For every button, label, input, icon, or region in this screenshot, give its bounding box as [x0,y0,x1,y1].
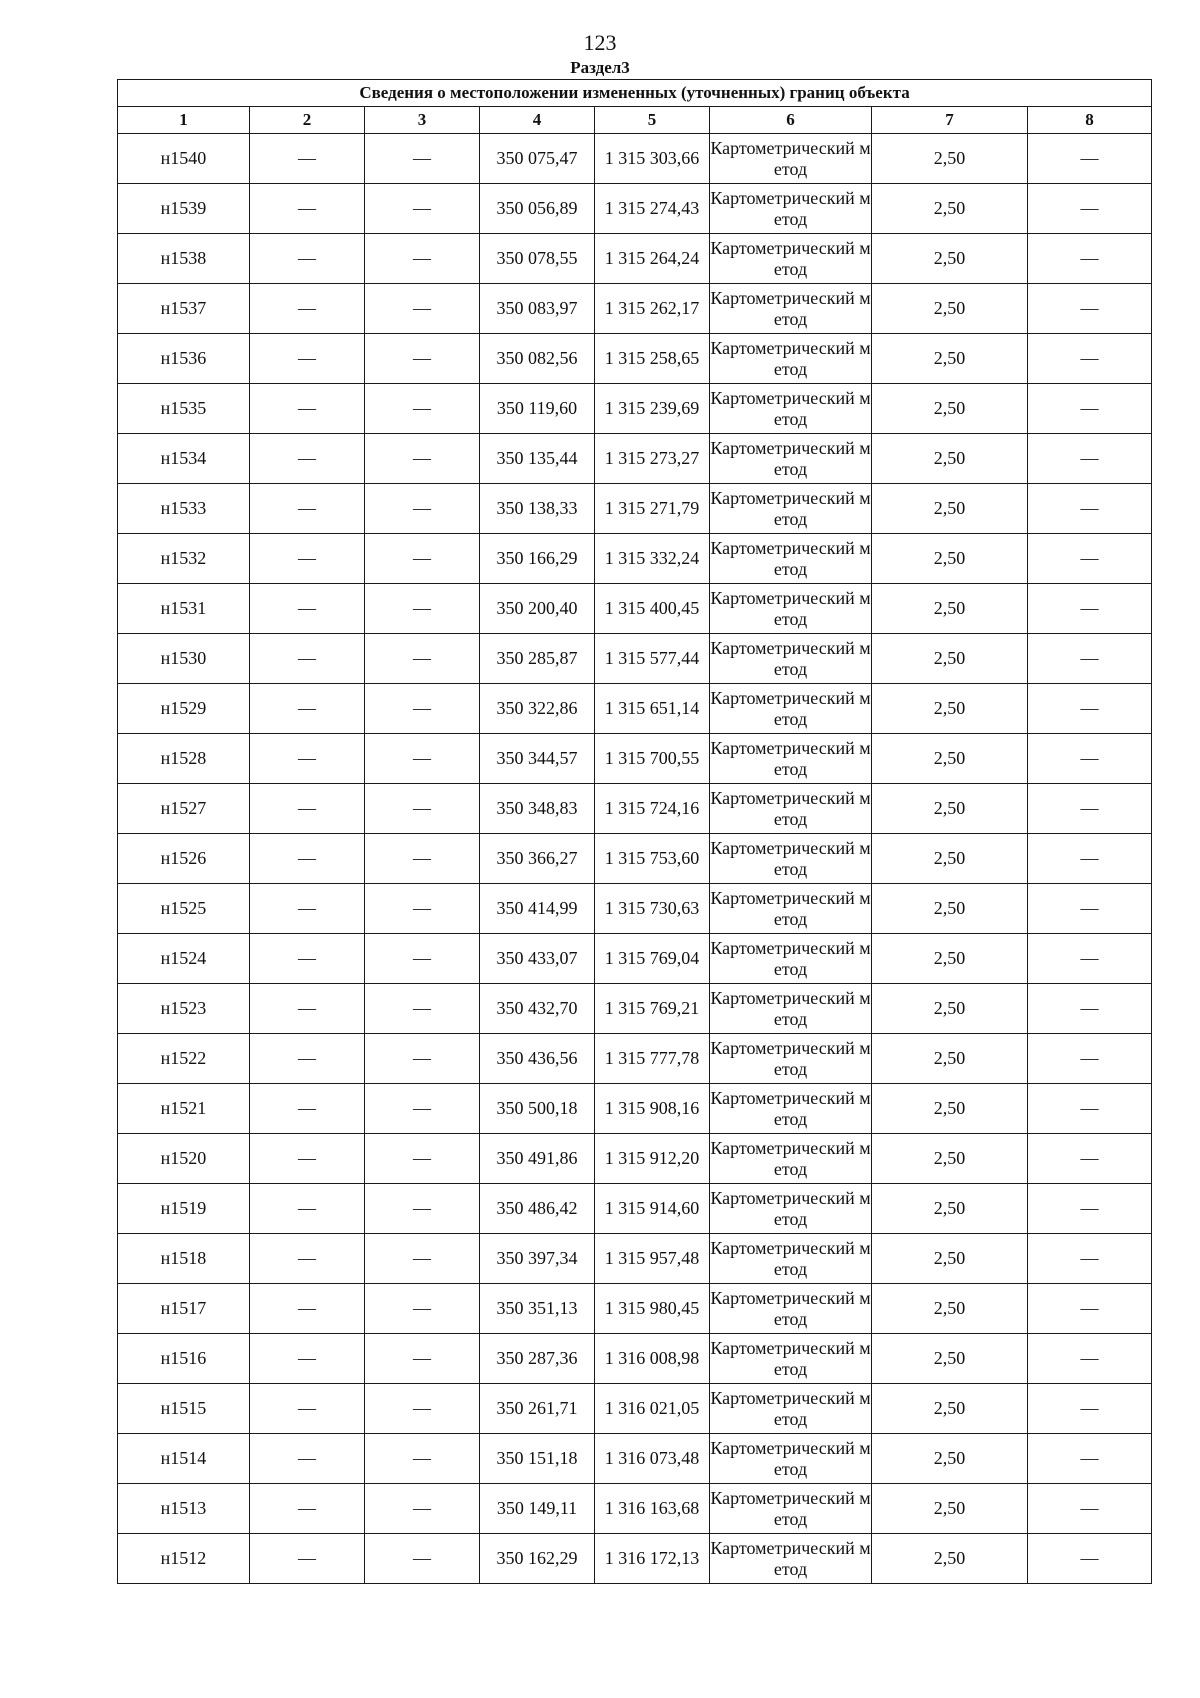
cell-method: Картометрический метод [710,834,872,884]
cell-method: Картометрический метод [710,1534,872,1584]
boundary-coordinates-table [117,79,1152,1584]
cell-old-y: — [365,684,480,734]
cell-old-y: — [365,1534,480,1584]
table-row [118,1034,1152,1084]
cell-description: — [1028,784,1152,834]
cell-precision: 2,50 [872,1384,1028,1434]
table-row [118,634,1152,684]
cell-description: — [1028,1484,1152,1534]
cell-precision: 2,50 [872,234,1028,284]
cell-new-y: 1 315 777,78 [595,1034,710,1084]
cell-old-x: — [250,584,365,634]
section-label: Раздел3 [570,58,630,77]
cell-old-x: — [250,834,365,884]
cell-old-x: — [250,534,365,584]
cell-method: Картометрический метод [710,1234,872,1284]
table-row [118,1284,1152,1334]
cell-new-x: 350 486,42 [480,1184,595,1234]
cell-new-y: 1 315 914,60 [595,1184,710,1234]
cell-precision: 2,50 [872,1234,1028,1284]
cell-old-x: — [250,1184,365,1234]
cell-method: Картометрический метод [710,784,872,834]
cell-old-y: — [365,934,480,984]
cell-new-x: 350 433,07 [480,934,595,984]
cell-precision: 2,50 [872,284,1028,334]
cell-new-x: 350 344,57 [480,734,595,784]
cell-new-y: 1 315 271,79 [595,484,710,534]
table-row [118,1334,1152,1384]
cell-point-id: н1516 [118,1334,250,1384]
cell-description: — [1028,1134,1152,1184]
cell-old-x: — [250,234,365,284]
cell-old-x: — [250,1384,365,1434]
cell-new-y: 1 315 980,45 [595,1284,710,1334]
cell-description: — [1028,434,1152,484]
cell-new-y: 1 315 730,63 [595,884,710,934]
cell-precision: 2,50 [872,1334,1028,1384]
cell-old-x: — [250,1284,365,1334]
cell-old-y: — [365,284,480,334]
cell-old-x: — [250,1484,365,1534]
cell-new-x: 350 348,83 [480,784,595,834]
cell-old-y: — [365,1184,480,1234]
cell-description: — [1028,1534,1152,1584]
cell-new-y: 1 316 008,98 [595,1334,710,1384]
table-row [118,384,1152,434]
table-row [118,1184,1152,1234]
cell-old-x: — [250,734,365,784]
column-header-2: 2 [250,107,365,134]
cell-precision: 2,50 [872,534,1028,584]
cell-new-x: 350 351,13 [480,1284,595,1334]
cell-new-x: 350 287,36 [480,1334,595,1384]
cell-precision: 2,50 [872,584,1028,634]
cell-precision: 2,50 [872,1084,1028,1134]
cell-old-x: — [250,634,365,684]
cell-point-id: н1540 [118,134,250,184]
cell-point-id: н1515 [118,1384,250,1434]
cell-point-id: н1529 [118,684,250,734]
cell-method: Картометрический метод [710,134,872,184]
cell-old-y: — [365,884,480,934]
cell-point-id: н1522 [118,1034,250,1084]
cell-precision: 2,50 [872,684,1028,734]
cell-method: Картометрический метод [710,1134,872,1184]
cell-old-x: — [250,434,365,484]
cell-method: Картометрический метод [710,334,872,384]
cell-method: Картометрический метод [710,234,872,284]
table-row [118,1234,1152,1284]
cell-point-id: н1518 [118,1234,250,1284]
cell-old-x: — [250,484,365,534]
cell-point-id: н1525 [118,884,250,934]
cell-precision: 2,50 [872,1434,1028,1484]
cell-old-y: — [365,184,480,234]
cell-old-y: — [365,584,480,634]
cell-description: — [1028,1434,1152,1484]
cell-method: Картометрический метод [710,1034,872,1084]
cell-new-y: 1 316 021,05 [595,1384,710,1434]
cell-point-id: н1532 [118,534,250,584]
cell-old-y: — [365,1434,480,1484]
cell-old-y: — [365,234,480,284]
table-row [118,784,1152,834]
cell-new-x: 350 135,44 [480,434,595,484]
table-row [118,1434,1152,1484]
cell-precision: 2,50 [872,484,1028,534]
cell-point-id: н1512 [118,1534,250,1584]
cell-new-y: 1 316 172,13 [595,1534,710,1584]
cell-point-id: н1517 [118,1284,250,1334]
cell-old-x: — [250,1234,365,1284]
cell-description: — [1028,184,1152,234]
cell-old-y: — [365,534,480,584]
table-row [118,334,1152,384]
cell-precision: 2,50 [872,1184,1028,1234]
cell-new-y: 1 315 239,69 [595,384,710,434]
cell-description: — [1028,384,1152,434]
cell-method: Картометрический метод [710,934,872,984]
cell-point-id: н1524 [118,934,250,984]
cell-new-y: 1 315 700,55 [595,734,710,784]
cell-old-y: — [365,1284,480,1334]
cell-point-id: н1523 [118,984,250,1034]
cell-new-x: 350 200,40 [480,584,595,634]
cell-new-y: 1 316 163,68 [595,1484,710,1534]
table-row [118,1534,1152,1584]
cell-old-x: — [250,1034,365,1084]
cell-method: Картометрический метод [710,384,872,434]
cell-method: Картометрический метод [710,684,872,734]
cell-description: — [1028,1384,1152,1434]
table-row [118,434,1152,484]
cell-description: — [1028,334,1152,384]
cell-new-x: 350 432,70 [480,984,595,1034]
cell-old-y: — [365,1034,480,1084]
cell-old-y: — [365,484,480,534]
cell-method: Картометрический метод [710,634,872,684]
cell-old-x: — [250,1084,365,1134]
cell-description: — [1028,1184,1152,1234]
table-row [118,984,1152,1034]
cell-description: — [1028,684,1152,734]
cell-old-x: — [250,984,365,1034]
column-header-1: 1 [118,107,250,134]
cell-point-id: н1513 [118,1484,250,1534]
cell-new-x: 350 149,11 [480,1484,595,1534]
cell-old-x: — [250,334,365,384]
cell-old-y: — [365,784,480,834]
cell-precision: 2,50 [872,334,1028,384]
table-row [118,134,1152,184]
cell-new-x: 350 078,55 [480,234,595,284]
cell-description: — [1028,1234,1152,1284]
cell-new-x: 350 056,89 [480,184,595,234]
cell-new-x: 350 083,97 [480,284,595,334]
table-row [118,1484,1152,1534]
cell-new-y: 1 316 073,48 [595,1434,710,1484]
cell-old-x: — [250,134,365,184]
cell-new-x: 350 119,60 [480,384,595,434]
cell-new-y: 1 315 303,66 [595,134,710,184]
cell-old-y: — [365,434,480,484]
cell-point-id: н1535 [118,384,250,434]
table-row [118,534,1152,584]
cell-new-x: 350 366,27 [480,834,595,884]
cell-method: Картометрический метод [710,184,872,234]
cell-precision: 2,50 [872,634,1028,684]
cell-method: Картометрический метод [710,1284,872,1334]
cell-old-y: — [365,384,480,434]
cell-new-x: 350 082,56 [480,334,595,384]
cell-old-y: — [365,1384,480,1434]
cell-old-y: — [365,334,480,384]
table-row [118,934,1152,984]
column-header-4: 4 [480,107,595,134]
cell-method: Картометрический метод [710,584,872,634]
cell-point-id: н1539 [118,184,250,234]
cell-old-y: — [365,1484,480,1534]
cell-precision: 2,50 [872,434,1028,484]
cell-old-x: — [250,184,365,234]
cell-point-id: н1521 [118,1084,250,1134]
cell-method: Картометрический метод [710,1384,872,1434]
table-row [118,734,1152,784]
cell-description: — [1028,134,1152,184]
cell-description: — [1028,934,1152,984]
table-row [118,684,1152,734]
cell-description: — [1028,884,1152,934]
cell-old-y: — [365,834,480,884]
cell-precision: 2,50 [872,1284,1028,1334]
cell-new-y: 1 315 274,43 [595,184,710,234]
cell-new-y: 1 315 332,24 [595,534,710,584]
table-row [118,484,1152,534]
cell-old-x: — [250,284,365,334]
cell-precision: 2,50 [872,1134,1028,1184]
cell-old-x: — [250,384,365,434]
cell-point-id: н1530 [118,634,250,684]
cell-new-x: 350 491,86 [480,1134,595,1184]
cell-new-y: 1 315 957,48 [595,1234,710,1284]
table-row [118,184,1152,234]
cell-description: — [1028,1084,1152,1134]
cell-method: Картометрический метод [710,984,872,1034]
cell-method: Картометрический метод [710,534,872,584]
cell-old-y: — [365,984,480,1034]
cell-point-id: н1536 [118,334,250,384]
cell-old-y: — [365,1234,480,1284]
column-header-5: 5 [595,107,710,134]
cell-old-x: — [250,1434,365,1484]
cell-new-x: 350 162,29 [480,1534,595,1584]
cell-method: Картометрический метод [710,884,872,934]
cell-description: — [1028,284,1152,334]
cell-precision: 2,50 [872,834,1028,884]
cell-new-y: 1 315 273,27 [595,434,710,484]
cell-precision: 2,50 [872,184,1028,234]
cell-precision: 2,50 [872,884,1028,934]
table-row [118,1384,1152,1434]
cell-description: — [1028,734,1152,784]
cell-new-x: 350 436,56 [480,1034,595,1084]
cell-new-y: 1 315 258,65 [595,334,710,384]
column-header-6: 6 [710,107,872,134]
table-row [118,234,1152,284]
cell-new-y: 1 315 912,20 [595,1134,710,1184]
cell-description: — [1028,234,1152,284]
cell-old-y: — [365,1334,480,1384]
cell-old-x: — [250,884,365,934]
cell-new-x: 350 138,33 [480,484,595,534]
cell-point-id: н1538 [118,234,250,284]
cell-point-id: н1519 [118,1184,250,1234]
cell-precision: 2,50 [872,734,1028,784]
cell-point-id: н1514 [118,1434,250,1484]
cell-old-x: — [250,1534,365,1584]
cell-new-x: 350 261,71 [480,1384,595,1434]
cell-method: Картометрический метод [710,1084,872,1134]
cell-new-x: 350 151,18 [480,1434,595,1484]
cell-precision: 2,50 [872,1484,1028,1534]
cell-precision: 2,50 [872,134,1028,184]
cell-new-y: 1 315 264,24 [595,234,710,284]
cell-point-id: н1533 [118,484,250,534]
cell-description: — [1028,534,1152,584]
table-row [118,1084,1152,1134]
cell-old-y: — [365,734,480,784]
cell-method: Картометрический метод [710,434,872,484]
cell-point-id: н1520 [118,1134,250,1184]
cell-point-id: н1527 [118,784,250,834]
page-number: 123 [583,30,617,55]
cell-method: Картометрический метод [710,284,872,334]
cell-new-x: 350 397,34 [480,1234,595,1284]
table-row [118,834,1152,884]
cell-new-x: 350 414,99 [480,884,595,934]
cell-method: Картометрический метод [710,484,872,534]
cell-point-id: н1537 [118,284,250,334]
cell-precision: 2,50 [872,984,1028,1034]
cell-precision: 2,50 [872,784,1028,834]
cell-old-x: — [250,784,365,834]
cell-new-x: 350 285,87 [480,634,595,684]
column-header-7: 7 [872,107,1028,134]
table-row [118,584,1152,634]
cell-old-y: — [365,634,480,684]
cell-new-y: 1 315 400,45 [595,584,710,634]
table-row [118,884,1152,934]
cell-description: — [1028,634,1152,684]
cell-point-id: н1531 [118,584,250,634]
cell-old-x: — [250,1134,365,1184]
cell-old-x: — [250,1334,365,1384]
cell-new-x: 350 166,29 [480,534,595,584]
cell-precision: 2,50 [872,1534,1028,1584]
cell-method: Картометрический метод [710,1334,872,1384]
cell-method: Картометрический метод [710,1484,872,1534]
cell-method: Картометрический метод [710,1434,872,1484]
cell-new-y: 1 315 577,44 [595,634,710,684]
cell-point-id: н1528 [118,734,250,784]
cell-new-y: 1 315 769,04 [595,934,710,984]
column-number-row [118,107,1152,134]
cell-point-id: н1526 [118,834,250,884]
cell-new-y: 1 315 651,14 [595,684,710,734]
cell-description: — [1028,584,1152,634]
cell-new-x: 350 075,47 [480,134,595,184]
cell-precision: 2,50 [872,384,1028,434]
cell-method: Картометрический метод [710,734,872,784]
cell-old-y: — [365,1134,480,1184]
cell-new-y: 1 315 753,60 [595,834,710,884]
table-title: Сведения о местоположении измененных (уточненных) границ объекта [118,80,1152,107]
cell-new-y: 1 315 908,16 [595,1084,710,1134]
cell-description: — [1028,1034,1152,1084]
cell-old-x: — [250,684,365,734]
cell-new-y: 1 315 262,17 [595,284,710,334]
column-header-3: 3 [365,107,480,134]
column-header-8: 8 [1028,107,1152,134]
cell-description: — [1028,1334,1152,1384]
cell-description: — [1028,834,1152,884]
cell-new-y: 1 315 769,21 [595,984,710,1034]
cell-old-y: — [365,1084,480,1134]
cell-new-x: 350 322,86 [480,684,595,734]
cell-old-x: — [250,934,365,984]
cell-method: Картометрический метод [710,1184,872,1234]
cell-description: — [1028,484,1152,534]
cell-old-y: — [365,134,480,184]
cell-description: — [1028,984,1152,1034]
table-row [118,284,1152,334]
table-row [118,1134,1152,1184]
cell-new-y: 1 315 724,16 [595,784,710,834]
cell-new-x: 350 500,18 [480,1084,595,1134]
cell-precision: 2,50 [872,934,1028,984]
cell-point-id: н1534 [118,434,250,484]
cell-precision: 2,50 [872,1034,1028,1084]
cell-description: — [1028,1284,1152,1334]
table-body [118,134,1152,1584]
